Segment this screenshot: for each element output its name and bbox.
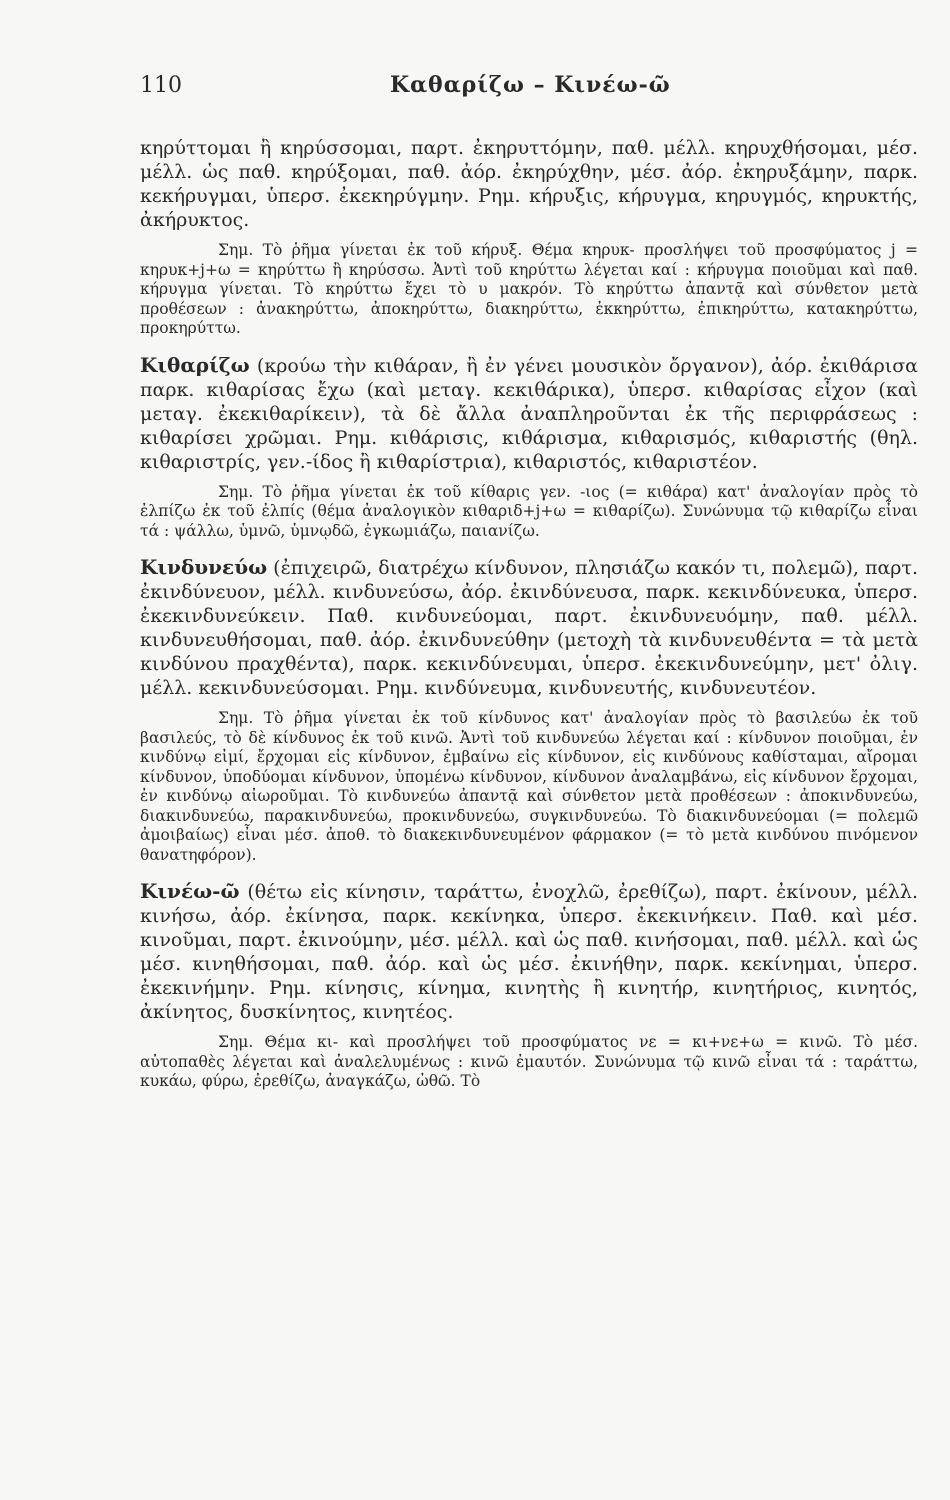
lemma-kineo: Κινέω-ῶ	[140, 879, 240, 903]
page-number: 110	[140, 73, 182, 98]
entry-text: (θέτω εἰς κίνησιν, ταράττω, ἐνοχλῶ, ἐρεθίζω), παρτ. ἐκίνουν, μέλλ. κινήσω, ἀόρ. ἐκίνησα, παρκ. κεκίνηκα, ὑπερσ. ἐκεκινήκειν. Παθ. καὶ μέσ. κινοῦμαι, παρτ. ἐκινούμην, μέσ. μέλλ. καὶ ὡς παθ. κινήσομαι, παθ. μέλλ. καὶ ὡς μέσ. κινηθήσομαι, παθ. ἀόρ. καὶ ὡς μέσ. ἐκινήθην, παρκ. κεκίνημαι, ὑπερσ. ἐκεκινήμην. Ρημ. κίνησις, κίνημα, κινητὴς ἢ κινητήρ, κινητήριος, κινητός, ἀκίνητος, δυσκίνητος, κινητέος.	[140, 881, 918, 1023]
entry-text: (ἐπιχειρῶ, διατρέχω κίνδυνον, πλησιάζω κακόν τι, πολεμῶ), παρτ. ἐκινδύνευον, μέλλ. κινδυνεύσω, ἀόρ. ἐκινδύνευσα, παρκ. κεκινδύνευκα, ὑπερσ. ἐκεκινδυνεύκειν. Παθ. κινδυνεύομαι, παρτ. ἐκινδυνευόμην, παθ. μέλλ. κινδυνευθήσομαι, παθ. ἀόρ. ἐκινδυνεύθην (μετοχὴ τὰ κινδυνευθέντα = τὰ μετὰ κινδύνου πραχθέντα), παρκ. κεκινδύνευμαι, ὑπερσ. ἐκεκινδυνεύμην, μετ' ὀλιγ. μέλλ. κεκινδυνεύσομαι. Ρημ. κινδύνευμα, κινδυνευτής, κινδυνευτέον.	[140, 557, 918, 699]
entry-text: κηρύττομαι ἢ κηρύσσομαι, παρτ. ἐκηρυττόμην, παθ. μέλλ. κηρυχθήσομαι, μέσ. μέλλ. ὡς παθ. κηρύξομαι, παθ. ἀόρ. ἐκηρύχθην, μέσ. ἀόρ. ἐκηρυξάμην, παρκ. κεκήρυγμαι, ὑπερσ. ἐκεκηρύγμην. Ρημ. κήρυξις, κήρυγμα, κηρυγμός, κηρυκτής, ἀκήρυκτος.	[140, 137, 918, 231]
entry-continuation	[140, 136, 918, 339]
note-kerytto: Σημ. Τὸ ῥῆμα γίνεται ἐκ τοῦ κήρυξ. Θέμα κηρυκ- προσλήψει τοῦ προσφύματος j = κηρυκ+j+ω = κηρύττω ἢ κηρύσσω. Ἀντὶ τοῦ κηρύττω λέγεται καί : κήρυγμα ποιοῦμαι καὶ παθ. κήρυγμα γίνεται. Τὸ κηρύττω ἔχει τὸ υ μακρόν. Τὸ κηρύττω ἀπαντᾷ καὶ σύνθετον μετὰ προθέσεων : ἀνακηρύττω, ἀποκηρύττω, διακηρύττω, ἐκκηρύττω, ἐπικηρύττω, κατακηρύττω, προκηρύττω.	[140, 241, 918, 337]
entry-text: (κρούω τὴν κιθάραν, ἢ ἐν γένει μουσικὸν ὄργανον), ἀόρ. ἐκιθάρισα παρκ. κιθαρίσας ἔχω (καὶ μεταγ. κεκιθάρικα), ὑπερσ. κιθαρίσας εἶχον (καὶ μεταγ. ἐκεκιθαρίκειν), τὰ δὲ ἄλλα ἀναπληροῦνται ἐκ τῆς περιφράσεως : κιθαρίσει χρῶμαι. Ρημ. κιθάρισις, κιθάρισμα, κιθαρισμός, κιθαριστής (θηλ. κιθαριστρίς, γεν.-ίδος ἢ κιθαρίστρια), κιθαριστός, κιθαριστέον.	[140, 354, 918, 473]
note-kitharizo: Σημ. Τὸ ῥῆμα γίνεται ἐκ τοῦ κίθαρις γεν. -ιος (= κιθάρα) κατ' ἀναλογίαν πρὸς τὸ ἐλπίζω ἐκ τοῦ ἐλπίς (θέμα ἀναλογικὸν κιθαριδ+j+ω = κιθαρίζω). Συνώνυμα τῷ κιθαρίζω εἶναι τά : ψάλλω, ὑμνῶ, ὑμνῳδῶ, ἐγκωμιάζω, παιανίζω.	[140, 482, 918, 540]
lemma-kindyneuo: Κινδυνεύω	[140, 555, 268, 579]
note-kindyneuo: Σημ. Τὸ ῥῆμα γίνεται ἐκ τοῦ κίνδυνος κατ' ἀναλογίαν πρὸς τὸ βασιλεύω ἐκ τοῦ βασιλεύς, τὸ δὲ κίνδυνος ἐκ τοῦ κινῶ. Ἀντὶ τοῦ κινδυνεύω λέγεται καί : κίνδυνον ποιοῦμαι, ἐν κινδύνῳ εἰμί, ἔρχομαι εἰς κίνδυνον, ἐμβαίνω εἰς κίνδυνον, εἰς κινδύνους καθίσταμαι, αἴρομαι κίνδυνον, ὑποδύομαι κίνδυνον, ὑπομένω κίνδυνον, κίνδυνον ἀναλαμβάνω, εἰς κίνδυνον ἔρχομαι, ἐν κινδύνῳ αἰωροῦμαι. Τὸ κινδυνεύω ἀπαντᾷ καὶ σύνθετον μετὰ προθέσεων : ἀποκινδυνεύω, διακινδυνεύω, παρακινδυνεύω, προκινδυνεύω, συγκινδυνεύω. Τὸ διακινδυνεύομαι (= πολεμῶ ἀμοιβαίως) εἶναι μέσ. ἀποθ. τὸ διακεκινδυνευμένον φάρμακον (= τὸ μετὰ κινδύνου πινόμενον θανατηφόρον).	[140, 709, 918, 864]
note-kineo: Σημ. Θέμα κι- καὶ προσλήψει τοῦ προσφύματος νε = κι+νε+ω = κινῶ. Τὸ μέσ. αὐτοπαθὲς λέγεται καὶ ἀναλελυμένως : κινῶ ἐμαυτόν. Συνώνυμα τῷ κινῶ εἶναι τά : ταράττω, κυκάω, φύρω, ἐρεθίζω, ἀναγκάζω, ὠθῶ. Τὸ	[140, 1033, 918, 1090]
page-header	[140, 72, 918, 112]
running-head: Καθαρίζω – Κινέω-ῶ	[390, 72, 671, 98]
entry-kitharizo	[140, 353, 918, 542]
entry-kineo	[140, 879, 918, 1092]
entry-kindyneuo	[140, 555, 918, 865]
lemma-kitharizo: Κιθαρίζω	[140, 352, 250, 377]
